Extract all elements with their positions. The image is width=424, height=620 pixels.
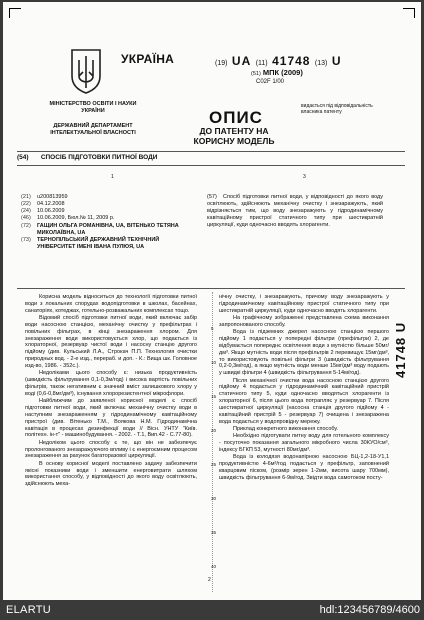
filing-date: 04.12.2008 (37, 201, 65, 207)
pub-number: 41748 (272, 54, 311, 68)
effective-date: 10.06.2009 (37, 208, 65, 214)
line-number: 5 (211, 326, 214, 331)
repository-name[interactable]: ELARTU (6, 604, 51, 616)
publication-bulletin: 10.06.2009, Бюл.№ 11, 2009 р. (37, 215, 115, 221)
paragraph: В основу корисної моделі поставлено задачу забезпечити якісні показники води і зменшити енерговитрати шляхом використання способу, у відповідності до якого воду освітлюють, здійснюють меха- (25, 460, 197, 488)
paragraph: Корисна модель відноситься до технології підготовки питної води з локальних спорудах водопідготовки в школах, басейнах, санаторіях, котеджах, готельно-розважальних комплексах тощо. (25, 294, 197, 314)
pub-kind-mark: (13) (314, 60, 328, 67)
application-number: u200813959 (37, 194, 68, 200)
paragraph: Вода із колодязя водонапірною насосною БЦ-1,2-18-У1,1 продуктивністю 4-6м³/год подається у префільтр, заповнений кварцовим піском, (розмір зерен 1-2мм, висота шару 700мм), швидкість фільтрування 6-9м/год. Звідти вода самотоком посту- (219, 454, 389, 481)
invention-title-row: (54) СПОСІБ ПІДГОТОВКИ ПИТНОЇ ВОДИ (17, 154, 158, 161)
handle-identifier[interactable]: hdl:123456789/4600 (319, 604, 420, 616)
paragraph: Недоліками цього способу є: низька продуктивність (швидкість фільтрування 0,1-0,3м/год) і висока вартість повільних фільтрів, також негативним є значний вміст залишкового хлору у воді (0,6-0,8мг/дм³), існування хлорорезистентної мікрофлори. (25, 370, 197, 397)
claim-text: Спосіб підготовки питної води, у відповідності до якого воду освітлюють, здійснюють механічну очистку і знезаражують, який відрізняється тим, що воду знезаражують у гідродинамічному кавітаційному пристрої статичного типу при шестикратній циркуляції, куди одночасно вводять хлорагенти. (207, 194, 383, 228)
ipc-label: (51) МПК (2009) (251, 68, 303, 77)
line-number: 25 (211, 462, 217, 467)
document-title: ОПИС (209, 108, 263, 127)
paragraph: Приклад конкретного виконання способу. (233, 426, 339, 433)
crop-mark (403, 8, 415, 18)
page-number: 2 (208, 577, 211, 583)
ministry-name: МІНІСТЕРСТВО ОСВІТИ І НАУКИ УКРАЇНИ (49, 101, 137, 114)
description-right-column (219, 294, 389, 482)
coat-of-arms-icon (69, 48, 103, 94)
paragraph: Необхідно підготувати питну воду для готельного комплексу - посуточно показання загального мікробного числа 30КУО/см³, індексу БГКП 53, мутності 80мг/дм³. (219, 433, 389, 454)
paragraph: Вода із підземних джерел насосною станцією першого підйому 1 подається у попередні фільтри (префільтри) 2, де відбувається попереднє освітлення води з мутністю більше 50мг/дм³. Якщо мутність води після префільтрів 2 перевищує 15мг/дм³, то використовують повільні фільтри 3 (швидкість фільтрування 0,2-0,3м/год), а якщо мутність води менше 15мг/дм³ воду подають у швидкі фільтри 4 (швидкість фільтрування 5-14м/год). (219, 329, 389, 377)
divider (17, 165, 405, 166)
line-number: 15 (211, 394, 217, 399)
paragraph: Відомий спосіб підготовки питної води, який включає забір води насосною станцією, механічну очистку у префільтрах і повільних фільтрах, в кінці знезараження хлором. Для знезараження води використовується хлор, що подається із хлораторної, резервуар чистої води і насосну станцію другого підйому (див. Кульський Л.А., Строкач П.П. Технология очистки природных вод. - 2-е изд., перераб. и доп. - К.: Вища шк. Головное изд-во, 1986. - 352с.). (25, 315, 197, 369)
paragraph: Після механічної очистки вода насосною станцією другого підйому 4 подається у гідродинамічний кавітаційний пристрій статичного типу 5, куди одночасно вводяться хлорагенти із хлораторної 6, після цього вода потрапляє у резервуар 7. Після шестикратної циркуляції (насосна станція другого підйому 4 - кавітаційний пристрій 5 - резервуар 7) очищена і знезаражена вода подається у водопровідну мережу. (219, 377, 389, 425)
pub-prefix: (19) (215, 60, 228, 67)
viewer-footer (0, 600, 424, 620)
line-number: 10 (211, 360, 217, 365)
ipc-code: C02F 1/00 (256, 79, 285, 85)
description-left-column (25, 294, 197, 489)
line-number: 35 (211, 530, 217, 535)
pub-kind: U (331, 54, 342, 68)
responsibility-note: видається під відповідальність власника патенту (301, 103, 373, 115)
line-number: 30 (211, 496, 217, 501)
column-tick: 3 (303, 174, 306, 180)
line-number: 20 (211, 428, 217, 433)
side-patent-id: 41748 U (393, 321, 408, 378)
column-separator (212, 292, 213, 592)
paragraph: нічну очистку, і знезаражують, причому воду знезаражують у гідродинамічному кавітаційному пристрої статичного типу при шестикратній циркуляції, куди одночасно вводять хлорагенти. (219, 294, 389, 314)
line-number: 40 (211, 564, 217, 569)
divider (17, 151, 405, 152)
country-name: УКРАЇНА (121, 52, 175, 66)
bibliographic-data: (21) u200813959 (22) 04.12.2008 (24) 10.06.2009 (46) 10.06.2009, Бюл.№ 11, 2009 р. (72) ГАЩИН ОЛЬГА РОМАНІВНА, UA, ВІТЕНЬКО ТЕТЯНА МИКОЛАЇВНА, UA (73) ТЕРНОПІЛЬСЬКИЙ ДЕРЖАВНИЙ ТЕХНІЧНИЙ УНІВЕРСИТЕТ ІМЕНІ ІВАНА ПУЛЮЯ, UA (21, 194, 193, 251)
divider (17, 288, 405, 289)
claim-block: (57) Спосіб підготовки питної води, у відповідності до якого воду освітлюють, здійснюють механічну очистку і знезаражують, який відрізняється тим, що воду знезаражують у гідродинамічному кавітаційному пристрої статичного типу при шестикратній циркуляції, куди одночасно вводять хлорагенти. (207, 194, 383, 228)
crop-mark (9, 8, 21, 18)
column-tick: 1 (111, 174, 114, 180)
pub-country: UA (231, 54, 252, 68)
paragraph: Недоліком цього способу є те, що він не забезпечує пролонгованого знезаражуючого впливу і є енергоємним процесом знезараження за рахунок багаторазової циркуляції. (25, 439, 197, 460)
department-name: ДЕРЖАВНИЙ ДЕПАРТАМЕНТ ІНТЕЛЕКТУАЛЬНОЇ ВЛАСНОСТІ (50, 123, 136, 136)
invention-title: СПОСІБ ПІДГОТОВКИ ПИТНОЇ ВОДИ (40, 154, 158, 161)
document-subtitle: ДО ПАТЕНТУ НА КОРИСНУ МОДЕЛЬ (193, 126, 275, 146)
paragraph: Найближчим до заявленої корисної моделі є спосіб підготовки питної води, який включає механічну очистку води в наступним знезараженням у гідродинамічному кавітаційному пристрої (див. Вітенько Т.М., Воякова Н.М. Гідродинамічна кавітація в процесах дезинфекції води // Вісн. УНТУ "Київ. політехн. ін-т" - машинобудування. - 2002. - Т.1, Вип.42 - С.77-80). (25, 398, 197, 439)
inventors: ГАЩИН ОЛЬГА РОМАНІВНА, UA, ВІТЕНЬКО ТЕТЯНА МИКОЛАЇВНА, UA (37, 223, 179, 236)
patent-owner: ТЕРНОПІЛЬСЬКИЙ ДЕРЖАВНИЙ ТЕХНІЧНИЙ УНІВЕРСИТЕТ ІМЕНІ ІВАНА ПУЛЮЯ, UA (37, 237, 160, 250)
paragraph: На графічному зображенні представлена схема виконання запропонованого способу. (219, 315, 389, 328)
pub-code-mark: (11) (255, 60, 268, 67)
patent-page (3, 2, 421, 600)
